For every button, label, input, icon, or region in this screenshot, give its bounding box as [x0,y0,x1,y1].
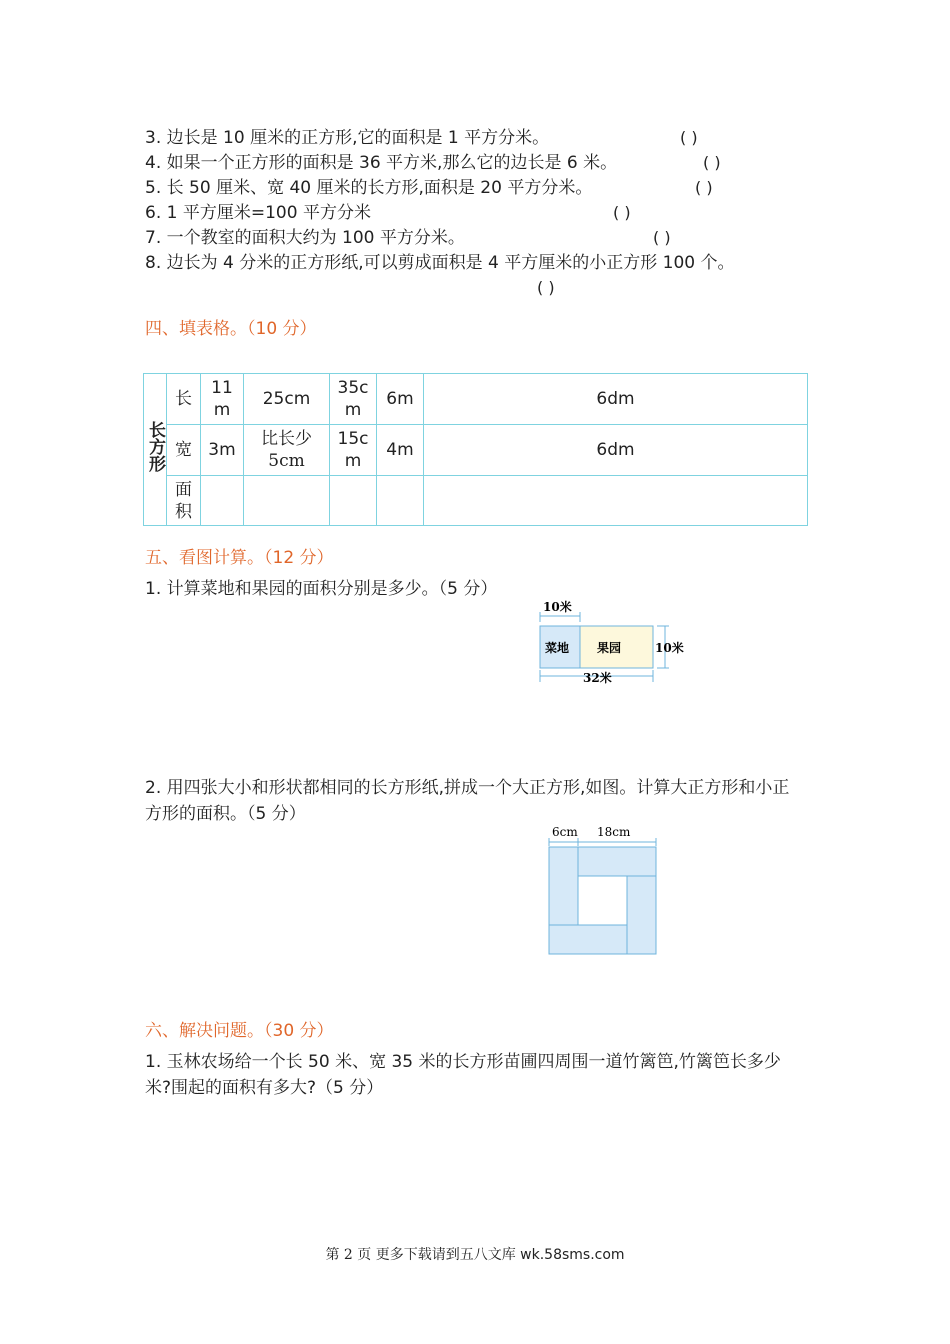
table-cell: 15c m [330,425,377,476]
small-square [578,876,627,925]
section-6-title: 六、解决问题。（30 分） [145,1021,334,1041]
answer-paren-3: ( ) [680,128,698,147]
footer-text: 第 2 页 更多下载请到五八文库 [325,1247,521,1263]
table-cell: 6m [377,374,424,425]
answer-paren-5: ( ) [695,178,713,197]
section-5-title: 五、看图计算。（12 分） [145,548,334,568]
fill-table [143,373,808,526]
section-5-q1: 1. 计算菜地和果园的面积分别是多少。（5 分） [145,579,498,599]
judgment-4: 4. 如果一个正方形的面积是 36 平方米,那么它的边长是 6 米。 [145,153,618,173]
table-cell: 11 m [201,374,244,425]
figure-garden [535,598,695,690]
section-4-title: 四、填表格。（10 分） [145,319,317,339]
fig1-bottom-dim: 32米 [583,671,612,685]
judgment-5: 5. 长 50 厘米、宽 40 厘米的长方形,面积是 20 平方分米。 [145,178,593,198]
section-5-q2: 2. 用四张大小和形状都相同的长方形纸,拼成一个大正方形,如图。计算大正方形和小正方形的面积。（5 分） [145,778,790,824]
table-cell: 35c m [330,374,377,425]
table-cell: 3m [201,425,244,476]
table-cell[interactable] [330,476,377,526]
fig1-right-dim: 10米 [655,641,684,655]
footer-link[interactable]: wk.58sms.com [520,1247,625,1263]
table-cell[interactable] [377,476,424,526]
answer-paren-7: ( ) [653,228,671,247]
table-cell: 25cm [244,374,330,425]
table-cell[interactable] [244,476,330,526]
fig2-label-a: 6cm [552,825,578,839]
section-6-q1: 1. 玉林农场给一个长 50 米、宽 35 米的长方形苗圃四周围一道竹篱笆,竹篱笆长多少米?围起的面积有多大?（5 分） [145,1052,781,1098]
fig2-label-b: 18cm [597,825,631,839]
table-side-label: 长方形 [144,374,167,526]
table-cell[interactable] [201,476,244,526]
table-cell: 6dm [424,425,808,476]
answer-paren-4: ( ) [703,153,721,172]
table-cell: 6dm [424,374,808,425]
table-cell: 4m [377,425,424,476]
table-cell: 比长少 5cm [244,425,330,476]
judgment-7: 7. 一个教室的面积大约为 100 平方分米。 [145,228,465,248]
figure-squares [545,824,663,958]
page-footer [0,1244,950,1264]
answer-paren-6: ( ) [613,203,631,222]
fig1-top-label: 10米 [543,600,572,614]
judgment-3: 3. 边长是 10 厘米的正方形,它的面积是 1 平方分米。 [145,128,550,148]
answer-paren-8: ( ) [537,278,555,297]
row-label-width: 宽 [167,425,201,476]
row-label-area: 面积 [167,476,201,526]
table-cell[interactable] [424,476,808,526]
judgment-8: 8. 边长为 4 分米的正方形纸,可以剪成面积是 4 平方厘米的小正方形 100 个。 [145,253,735,273]
row-label-length: 长 [167,374,201,425]
fig1-left-label: 菜地 [545,641,570,655]
fig1-right-label: 果园 [597,641,622,655]
judgment-6: 6. 1 平方厘米=100 平方分米 [145,203,371,223]
